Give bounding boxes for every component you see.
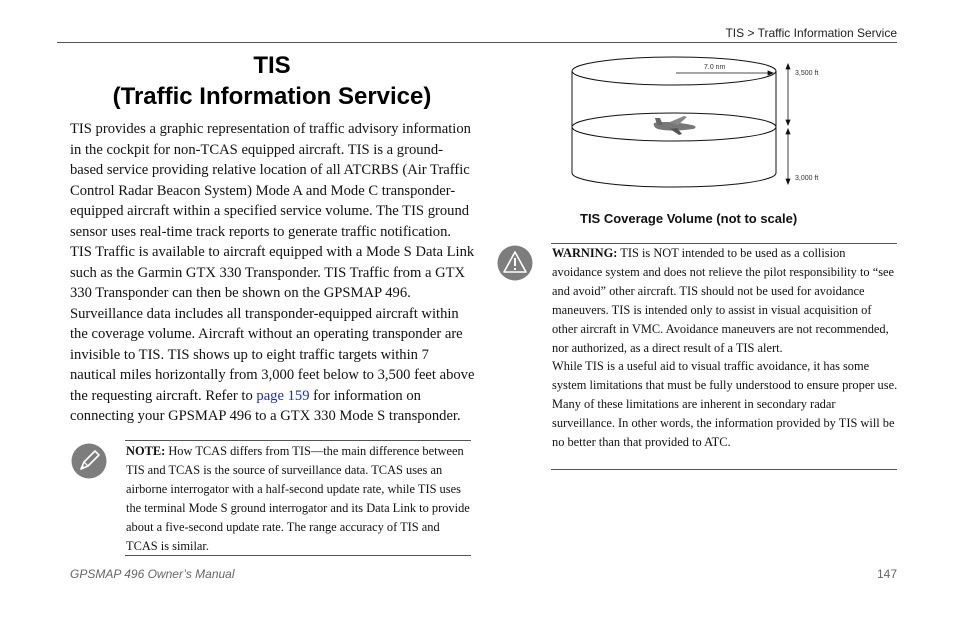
title-line-1: TIS	[253, 52, 291, 79]
warning-label: WARNING:	[552, 246, 618, 260]
note-pencil-icon	[71, 443, 107, 479]
page-title	[72, 50, 472, 112]
body-paragraph	[70, 119, 476, 427]
page-link[interactable]: page 159	[256, 387, 310, 404]
header-separator: >	[744, 26, 758, 40]
warning-text: TIS is NOT intended to be used as a collision avoidance system and does not relieve the pilot responsibility to “see and avoid” other aircraft. TIS should not be used for avoidance maneuvers. TIS is intended only to assist in visual acquisition of other aircraft in VMC. Avoidance maneuvers are not recommended, nor authorized, as a direct result of a TIS alert.	[552, 246, 895, 355]
title-line-2: (Traffic Information Service)	[112, 83, 432, 110]
lower-altitude-label: 3,000 ft	[795, 175, 819, 182]
body-text-before-link: TIS provides a graphic representation of traffic advisory information in the cockpit for non-TCAS equipped aircraft. TIS is a ground-based service providing relative location of all ATCRBS (Air Traffic Control Radar Beacon System) Mode A and Mode C transponder-equipped aircraft within a specified service volume. The TIS ground sensor uses real-time track reports to generate traffic notification. TIS Traffic is available to aircraft equipped with a Mode S Data Link such as the Garmin GTX 330 Transponder. TIS Traffic from a GTX 330 Transponder can then be shown on the GPSMAP 496. Surveillance data includes all transponder-equipped aircraft within the coverage volume. Aircraft without an operating transponder are invisible to TIS. TIS shows up to eight traffic targets within 7 nautical miles horizontally from 3,000 feet below to 3,500 feet above the requesting aircraft. Refer to	[70, 121, 475, 404]
upper-altitude-label: 3,500 ft	[795, 70, 819, 77]
note-label: NOTE:	[126, 444, 166, 458]
tis-coverage-diagram	[566, 55, 846, 195]
note-rule-bottom	[125, 555, 471, 556]
header-section: TIS	[725, 26, 745, 40]
warning-rule-bottom	[551, 469, 897, 470]
page-number: 147	[876, 567, 897, 581]
footer-manual-title: GPSMAP 496 Owner’s Manual	[70, 567, 235, 581]
warning-icon	[497, 245, 533, 281]
diagram-caption: TIS Coverage Volume (not to scale)	[580, 211, 798, 226]
note-box	[126, 442, 472, 555]
header-subsection: Traffic Information Service	[757, 26, 897, 40]
body-text-after-link: for information on connecting your GPSMAP 496 to a GTX 330 Mode S transponder.	[70, 387, 461, 424]
range-label: 7.0 nm	[704, 64, 726, 71]
note-rule-top	[125, 440, 471, 441]
altitude-arrows	[786, 64, 790, 184]
header-rule	[57, 42, 897, 43]
note-text: How TCAS differs from TIS—the main difference between TIS and TCAS is the source of surveillance data. TCAS uses an airborne interrogator with a half-second update rate, while TIS uses the terminal Mode S ground interrogator and its Data Link to provide about a five-second update rate. The range accuracy of TIS and TCAS is similar.	[126, 444, 470, 553]
warning-paragraph-2: While TIS is a useful aid to visual traffic avoidance, it has some system limitations that must be fully understood to ensure proper use. Many of these limitations are inherent in secondary radar surveillance. In other words, the information provided by TIS will be no better than that provided to ATC.	[552, 359, 898, 450]
warning-box	[552, 244, 898, 452]
running-header	[725, 26, 897, 40]
